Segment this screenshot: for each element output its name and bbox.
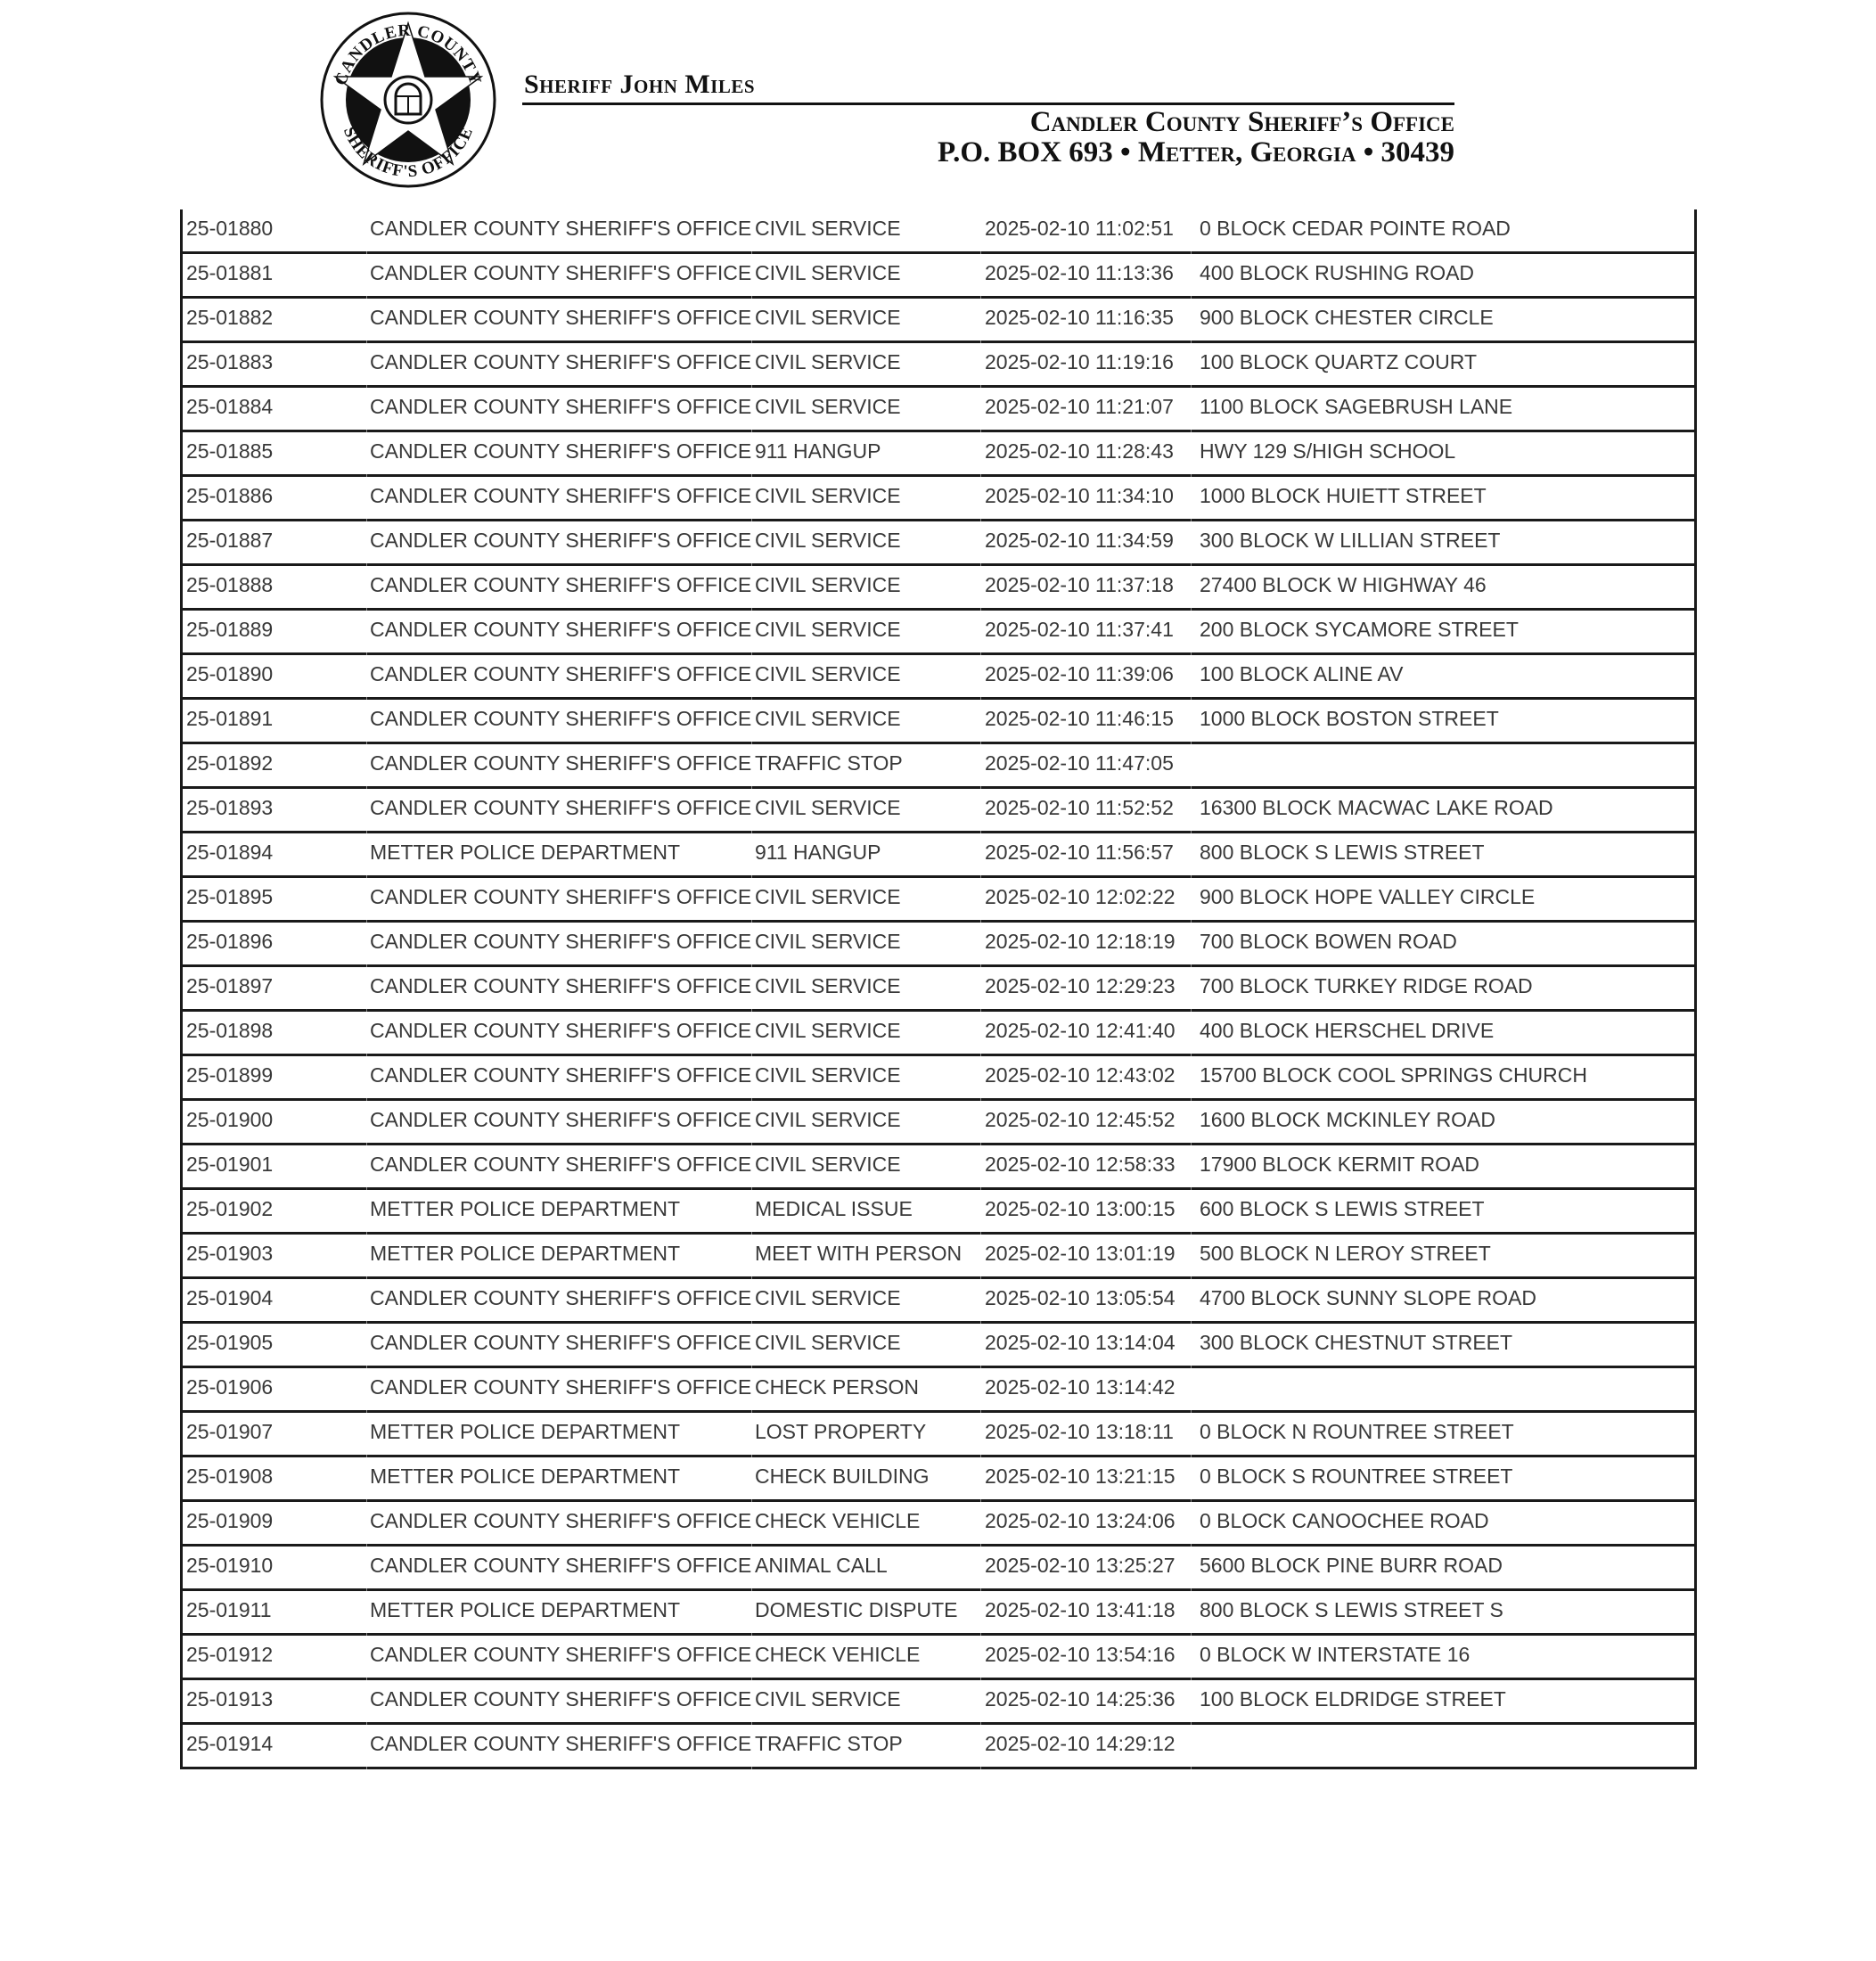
call-datetime: 2025-02-10 12:02:22 xyxy=(985,885,1176,908)
call-type: CIVIL SERVICE xyxy=(755,217,901,240)
agency: CANDLER COUNTY SHERIFF'S OFFICE xyxy=(370,1153,752,1176)
location: 300 BLOCK CHESTNUT STREET xyxy=(1200,1331,1513,1354)
location: 500 BLOCK N LEROY STREET xyxy=(1200,1242,1491,1265)
cell-divider xyxy=(980,1767,981,1769)
cell-divider xyxy=(1191,1767,1192,1769)
call-type: CIVIL SERVICE xyxy=(755,1019,901,1042)
call-datetime: 2025-02-10 13:21:15 xyxy=(985,1465,1176,1488)
table-row xyxy=(183,521,1694,566)
call-datetime: 2025-02-10 13:25:27 xyxy=(985,1554,1176,1577)
call-datetime: 2025-02-10 11:02:51 xyxy=(985,217,1174,240)
location: 400 BLOCK HERSCHEL DRIVE xyxy=(1200,1019,1495,1042)
incident-id: 25-01914 xyxy=(186,1732,274,1755)
location: 200 BLOCK SYCAMORE STREET xyxy=(1200,618,1519,641)
incident-id: 25-01882 xyxy=(186,306,274,329)
call-datetime: 2025-02-10 11:34:59 xyxy=(985,529,1174,552)
agency: CANDLER COUNTY SHERIFF'S OFFICE xyxy=(370,306,752,329)
agency: METTER POLICE DEPARTMENT xyxy=(370,1465,681,1488)
agency: CANDLER COUNTY SHERIFF'S OFFICE xyxy=(370,1509,752,1532)
incident-id: 25-01896 xyxy=(186,930,274,953)
table-row xyxy=(183,1145,1694,1190)
incident-id: 25-01908 xyxy=(186,1465,274,1488)
location: 800 BLOCK S LEWIS STREET S xyxy=(1200,1598,1503,1621)
table-row xyxy=(183,1413,1694,1457)
table-row xyxy=(183,1725,1694,1769)
agency: CANDLER COUNTY SHERIFF'S OFFICE xyxy=(370,1643,752,1666)
table-row xyxy=(183,744,1694,789)
agency: METTER POLICE DEPARTMENT xyxy=(370,841,681,864)
sheriff-star-seal-icon xyxy=(319,11,497,189)
agency: CANDLER COUNTY SHERIFF'S OFFICE xyxy=(370,395,752,418)
agency: CANDLER COUNTY SHERIFF'S OFFICE xyxy=(370,885,752,908)
agency: METTER POLICE DEPARTMENT xyxy=(370,1420,681,1443)
call-datetime: 2025-02-10 13:18:11 xyxy=(985,1420,1174,1443)
call-datetime: 2025-02-10 12:43:02 xyxy=(985,1063,1176,1087)
incident-id: 25-01898 xyxy=(186,1019,274,1042)
incident-id: 25-01904 xyxy=(186,1286,274,1309)
table-row xyxy=(183,1591,1694,1636)
agency: CANDLER COUNTY SHERIFF'S OFFICE xyxy=(370,930,752,953)
location: 300 BLOCK W LILLIAN STREET xyxy=(1200,529,1501,552)
call-datetime: 2025-02-10 13:41:18 xyxy=(985,1598,1176,1621)
call-type: CIVIL SERVICE xyxy=(755,1286,901,1309)
call-type: CIVIL SERVICE xyxy=(755,261,901,284)
call-datetime: 2025-02-10 12:29:23 xyxy=(985,974,1176,997)
incident-id: 25-01884 xyxy=(186,395,274,418)
call-datetime: 2025-02-10 12:41:40 xyxy=(985,1019,1176,1042)
agency: CANDLER COUNTY SHERIFF'S OFFICE xyxy=(370,1687,752,1711)
incident-id: 25-01885 xyxy=(186,439,274,463)
location: 17900 BLOCK KERMIT ROAD xyxy=(1200,1153,1480,1176)
office-address: P.O. BOX 693 • Metter, Georgia • 30439 xyxy=(938,136,1454,168)
table-row xyxy=(183,1547,1694,1591)
call-type: CIVIL SERVICE xyxy=(755,573,901,596)
call-type: CIVIL SERVICE xyxy=(755,1063,901,1087)
call-type: CHECK PERSON xyxy=(755,1375,920,1399)
call-datetime: 2025-02-10 14:29:12 xyxy=(985,1732,1176,1755)
call-type: MEET WITH PERSON xyxy=(755,1242,963,1265)
table-row xyxy=(183,923,1694,967)
cell-divider xyxy=(366,1767,367,1769)
incident-id: 25-01886 xyxy=(186,484,274,507)
call-datetime: 2025-02-10 12:18:19 xyxy=(985,930,1176,953)
call-type: CIVIL SERVICE xyxy=(755,350,901,373)
call-type: CIVIL SERVICE xyxy=(755,662,901,685)
location: 5600 BLOCK PINE BURR ROAD xyxy=(1200,1554,1503,1577)
call-type: TRAFFIC STOP xyxy=(755,751,903,775)
seal-bottom-text: SHERIFF'S OFFICE xyxy=(339,124,478,182)
agency: CANDLER COUNTY SHERIFF'S OFFICE xyxy=(370,529,752,552)
location: 800 BLOCK S LEWIS STREET xyxy=(1200,841,1485,864)
agency: METTER POLICE DEPARTMENT xyxy=(370,1197,681,1220)
location: 100 BLOCK ELDRIDGE STREET xyxy=(1200,1687,1506,1711)
call-type: 911 HANGUP xyxy=(755,841,881,864)
incident-id: 25-01895 xyxy=(186,885,274,908)
table-row xyxy=(183,254,1694,299)
agency: CANDLER COUNTY SHERIFF'S OFFICE xyxy=(370,1375,752,1399)
location: 1100 BLOCK SAGEBRUSH LANE xyxy=(1200,395,1513,418)
call-type: CIVIL SERVICE xyxy=(755,306,901,329)
call-type: CHECK VEHICLE xyxy=(755,1509,921,1532)
call-type: CIVIL SERVICE xyxy=(755,1153,901,1176)
location: 16300 BLOCK MACWAC LAKE ROAD xyxy=(1200,796,1553,819)
table-row xyxy=(183,209,1694,254)
incident-id: 25-01888 xyxy=(186,573,274,596)
table-row xyxy=(183,1502,1694,1547)
incident-id: 25-01889 xyxy=(186,618,274,641)
call-type: CIVIL SERVICE xyxy=(755,707,901,730)
call-datetime: 2025-02-10 11:39:06 xyxy=(985,662,1174,685)
table-row xyxy=(183,1279,1694,1324)
incident-id: 25-01881 xyxy=(186,261,274,284)
table-row xyxy=(183,1012,1694,1056)
table-row xyxy=(183,1636,1694,1680)
location: 100 BLOCK QUARTZ COURT xyxy=(1200,350,1478,373)
call-datetime: 2025-02-10 11:16:35 xyxy=(985,306,1174,329)
agency: CANDLER COUNTY SHERIFF'S OFFICE xyxy=(370,1732,752,1755)
table-row xyxy=(183,1056,1694,1101)
agency: CANDLER COUNTY SHERIFF'S OFFICE xyxy=(370,573,752,596)
location: 900 BLOCK CHESTER CIRCLE xyxy=(1200,306,1494,329)
incident-id: 25-01880 xyxy=(186,217,274,240)
incident-id: 25-01897 xyxy=(186,974,274,997)
agency: CANDLER COUNTY SHERIFF'S OFFICE xyxy=(370,707,752,730)
call-type: CIVIL SERVICE xyxy=(755,618,901,641)
table-row xyxy=(183,789,1694,833)
table-row xyxy=(183,1324,1694,1368)
call-datetime: 2025-02-10 11:34:10 xyxy=(985,484,1174,507)
agency: CANDLER COUNTY SHERIFF'S OFFICE xyxy=(370,796,752,819)
agency: CANDLER COUNTY SHERIFF'S OFFICE xyxy=(370,662,752,685)
location: 100 BLOCK ALINE AV xyxy=(1200,662,1404,685)
location: 1000 BLOCK BOSTON STREET xyxy=(1200,707,1499,730)
agency: CANDLER COUNTY SHERIFF'S OFFICE xyxy=(370,1019,752,1042)
call-type: CIVIL SERVICE xyxy=(755,1687,901,1711)
table-row xyxy=(183,833,1694,878)
call-type: CIVIL SERVICE xyxy=(755,974,901,997)
call-type: CIVIL SERVICE xyxy=(755,1108,901,1131)
call-datetime: 2025-02-10 11:28:43 xyxy=(985,439,1174,463)
table-row xyxy=(183,700,1694,744)
call-datetime: 2025-02-10 11:52:52 xyxy=(985,796,1174,819)
call-type: CIVIL SERVICE xyxy=(755,529,901,552)
agency: METTER POLICE DEPARTMENT xyxy=(370,1598,681,1621)
agency: CANDLER COUNTY SHERIFF'S OFFICE xyxy=(370,1331,752,1354)
call-datetime: 2025-02-10 11:37:18 xyxy=(985,573,1174,596)
seal-top-text: CANDLER COUNTY xyxy=(332,21,485,88)
table-row xyxy=(183,611,1694,655)
location: 1000 BLOCK HUIETT STREET xyxy=(1200,484,1487,507)
table-row xyxy=(183,432,1694,477)
agency: CANDLER COUNTY SHERIFF'S OFFICE xyxy=(370,1108,752,1131)
agency: CANDLER COUNTY SHERIFF'S OFFICE xyxy=(370,439,752,463)
call-type: CIVIL SERVICE xyxy=(755,930,901,953)
sheriff-name: Sheriff John Miles xyxy=(524,70,756,99)
call-datetime: 2025-02-10 11:19:16 xyxy=(985,350,1174,373)
table-row xyxy=(183,1101,1694,1145)
table-row xyxy=(183,878,1694,923)
table-row xyxy=(183,566,1694,611)
incident-id: 25-01894 xyxy=(186,841,274,864)
call-datetime: 2025-02-10 11:56:57 xyxy=(985,841,1174,864)
call-type: 911 HANGUP xyxy=(755,439,881,463)
incident-id: 25-01902 xyxy=(186,1197,274,1220)
call-type: LOST PROPERTY xyxy=(755,1420,927,1443)
incident-id: 25-01909 xyxy=(186,1509,274,1532)
incident-id: 25-01901 xyxy=(186,1153,274,1176)
location: 1600 BLOCK MCKINLEY ROAD xyxy=(1200,1108,1495,1131)
incident-log-table xyxy=(180,209,1697,1769)
incident-id: 25-01903 xyxy=(186,1242,274,1265)
call-type: CHECK VEHICLE xyxy=(755,1643,921,1666)
agency: CANDLER COUNTY SHERIFF'S OFFICE xyxy=(370,261,752,284)
table-row xyxy=(183,1457,1694,1502)
location: 27400 BLOCK W HIGHWAY 46 xyxy=(1200,573,1487,596)
incident-id: 25-01891 xyxy=(186,707,274,730)
incident-id: 25-01883 xyxy=(186,350,274,373)
agency: CANDLER COUNTY SHERIFF'S OFFICE xyxy=(370,350,752,373)
location: HWY 129 S/HIGH SCHOOL xyxy=(1200,439,1456,463)
incident-id: 25-01905 xyxy=(186,1331,274,1354)
incident-id: 25-01907 xyxy=(186,1420,274,1443)
table-row xyxy=(183,299,1694,343)
location: 15700 BLOCK COOL SPRINGS CHURCH xyxy=(1200,1063,1588,1087)
call-datetime: 2025-02-10 14:25:36 xyxy=(985,1687,1176,1711)
call-datetime: 2025-02-10 13:14:42 xyxy=(985,1375,1176,1399)
location: 0 BLOCK N ROUNTREE STREET xyxy=(1200,1420,1514,1443)
call-type: CIVIL SERVICE xyxy=(755,796,901,819)
call-datetime: 2025-02-10 13:24:06 xyxy=(985,1509,1176,1532)
call-datetime: 2025-02-10 13:05:54 xyxy=(985,1286,1176,1309)
location: 0 BLOCK W INTERSTATE 16 xyxy=(1200,1643,1470,1666)
location: 0 BLOCK S ROUNTREE STREET xyxy=(1200,1465,1513,1488)
location: 4700 BLOCK SUNNY SLOPE ROAD xyxy=(1200,1286,1536,1309)
agency: CANDLER COUNTY SHERIFF'S OFFICE xyxy=(370,751,752,775)
call-type: CIVIL SERVICE xyxy=(755,484,901,507)
call-type: ANIMAL CALL xyxy=(755,1554,888,1577)
call-datetime: 2025-02-10 11:21:07 xyxy=(985,395,1174,418)
header-rule xyxy=(522,103,1454,105)
call-datetime: 2025-02-10 12:45:52 xyxy=(985,1108,1176,1131)
table-row xyxy=(183,1368,1694,1413)
agency: CANDLER COUNTY SHERIFF'S OFFICE xyxy=(370,974,752,997)
call-datetime: 2025-02-10 13:00:15 xyxy=(985,1197,1176,1220)
incident-id: 25-01893 xyxy=(186,796,274,819)
agency: METTER POLICE DEPARTMENT xyxy=(370,1242,681,1265)
incident-id: 25-01913 xyxy=(186,1687,274,1711)
call-datetime: 2025-02-10 11:47:05 xyxy=(985,751,1174,775)
incident-id: 25-01899 xyxy=(186,1063,274,1087)
incident-id: 25-01900 xyxy=(186,1108,274,1131)
call-datetime: 2025-02-10 11:46:15 xyxy=(985,707,1174,730)
incident-id: 25-01910 xyxy=(186,1554,274,1577)
incident-id: 25-01906 xyxy=(186,1375,274,1399)
call-type: CIVIL SERVICE xyxy=(755,1331,901,1354)
location: 600 BLOCK S LEWIS STREET xyxy=(1200,1197,1485,1220)
call-type: CHECK BUILDING xyxy=(755,1465,930,1488)
call-type: CIVIL SERVICE xyxy=(755,395,901,418)
call-datetime: 2025-02-10 11:37:41 xyxy=(985,618,1174,641)
location: 0 BLOCK CANOOCHEE ROAD xyxy=(1200,1509,1489,1532)
call-datetime: 2025-02-10 12:58:33 xyxy=(985,1153,1176,1176)
agency: CANDLER COUNTY SHERIFF'S OFFICE xyxy=(370,618,752,641)
table-row xyxy=(183,967,1694,1012)
location: 0 BLOCK CEDAR POINTE ROAD xyxy=(1200,217,1511,240)
table-row xyxy=(183,655,1694,700)
location: 700 BLOCK TURKEY RIDGE ROAD xyxy=(1200,974,1533,997)
letterhead xyxy=(0,0,1876,205)
incident-id: 25-01887 xyxy=(186,529,274,552)
incident-id: 25-01892 xyxy=(186,751,274,775)
call-datetime: 2025-02-10 11:13:36 xyxy=(985,261,1174,284)
location: 700 BLOCK BOWEN ROAD xyxy=(1200,930,1457,953)
location: 900 BLOCK HOPE VALLEY CIRCLE xyxy=(1200,885,1536,908)
incident-id: 25-01912 xyxy=(186,1643,274,1666)
call-datetime: 2025-02-10 13:01:19 xyxy=(985,1242,1176,1265)
incident-id: 25-01911 xyxy=(186,1598,272,1621)
table-row xyxy=(183,388,1694,432)
table-row xyxy=(183,343,1694,388)
table-row xyxy=(183,1235,1694,1279)
agency: CANDLER COUNTY SHERIFF'S OFFICE xyxy=(370,1286,752,1309)
agency: CANDLER COUNTY SHERIFF'S OFFICE xyxy=(370,484,752,507)
agency: CANDLER COUNTY SHERIFF'S OFFICE xyxy=(370,1554,752,1577)
call-datetime: 2025-02-10 13:14:04 xyxy=(985,1331,1176,1354)
agency: CANDLER COUNTY SHERIFF'S OFFICE xyxy=(370,1063,752,1087)
call-datetime: 2025-02-10 13:54:16 xyxy=(985,1643,1176,1666)
table-row xyxy=(183,1680,1694,1725)
agency: CANDLER COUNTY SHERIFF'S OFFICE xyxy=(370,217,752,240)
cell-divider xyxy=(751,1767,752,1769)
table-row xyxy=(183,1190,1694,1235)
table-row xyxy=(183,477,1694,521)
call-type: MEDICAL ISSUE xyxy=(755,1197,913,1220)
office-name: Candler County Sheriff’s Office xyxy=(1029,106,1454,138)
call-type: CIVIL SERVICE xyxy=(755,885,901,908)
incident-id: 25-01890 xyxy=(186,662,274,685)
call-type: TRAFFIC STOP xyxy=(755,1732,903,1755)
location: 400 BLOCK RUSHING ROAD xyxy=(1200,261,1475,284)
call-type: DOMESTIC DISPUTE xyxy=(755,1598,958,1621)
